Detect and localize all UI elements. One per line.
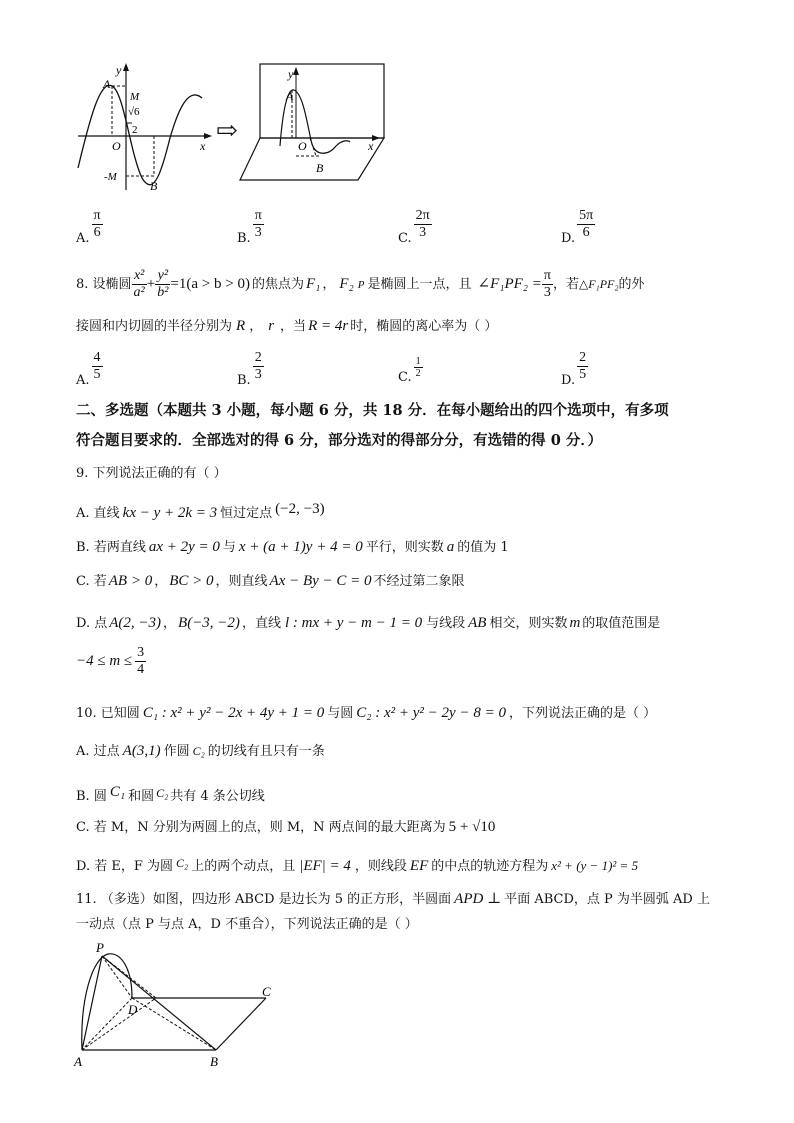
q9-option-c[interactable]: C. 若 AB > 0 ， BC > 0 ，则直线 Ax − By − C = 0 不经过第二象限	[76, 573, 465, 589]
option-fraction: $\frac{\pi}{6}$	[93, 208, 101, 240]
option-fraction: $\frac{2}{5}$	[579, 350, 587, 382]
option-fraction: $\frac{1}{2}$	[415, 356, 421, 379]
option-fraction: $\frac{2}{3}$	[254, 350, 262, 382]
q8-option-c[interactable]	[398, 356, 423, 385]
graph-label-two: 2	[132, 124, 138, 136]
pyramid-label-p: P	[96, 940, 104, 955]
option-letter: B.	[237, 231, 251, 246]
q11-line-1: 11. （多选）如图，四边形 ABCD 是边长为 5 的正方形，半圆面 APD ⊥ 平面 ABCD，点 P 为半圆弧 AD 上	[76, 891, 710, 907]
q9-option-d-range: −4 ≤ m ≤ $\frac{3}{4}$	[76, 645, 145, 677]
q7-option-b[interactable]	[237, 208, 264, 246]
pyramid-label-a: A	[74, 1054, 82, 1069]
q10-option-b[interactable]: B. 圆 C₁ 和圆 C₂ 共有 4 条公切线	[76, 784, 265, 804]
graph-label-x: x	[200, 139, 206, 153]
graph-label-m: M	[130, 91, 140, 103]
fold-label-x: x	[368, 139, 374, 153]
section2-header-line1: 二、多选题（本题共 3 小题，每小题 6 分，共 18 分．在每小题给出的四个选项中，有多项	[76, 402, 669, 419]
graph-label-neg-m: -M	[104, 171, 117, 183]
q10-stem: 10. 已知圆 C₁ : x² + y² − 2x + 4y + 1 = 0 与圆 C₂ : x² + y² − 2y − 8 = 0 ，下列说法正确的是（ ）	[76, 705, 657, 721]
q9-stem: 9. 下列说法正确的有（ ）	[76, 466, 227, 481]
folded-graph-figure	[238, 60, 398, 190]
option-letter: C.	[398, 370, 412, 385]
pyramid-figure	[70, 940, 285, 1075]
graph-label-sqrt6: √6	[128, 106, 140, 118]
graph-label-o: O	[112, 139, 121, 153]
section2-header-line2: 符合题目要求的．全部选对的得 6 分，部分选对的得部分分，有选错的得 0 分．）	[76, 432, 603, 449]
q7-option-c[interactable]	[398, 208, 432, 246]
option-fraction: $\frac{5\pi}{6}$	[579, 208, 594, 240]
q8-option-b[interactable]	[237, 350, 264, 388]
fold-label-a: A	[286, 89, 294, 103]
option-letter: D.	[561, 231, 576, 246]
q7-option-a[interactable]	[76, 208, 103, 246]
pyramid-label-b: B	[210, 1054, 218, 1069]
q10-option-d[interactable]: D. 若 E，F 为圆 C₂ 上的两个动点，且 |EF| = 4 ，则线段 EF 的中点的轨迹方程为 x² + (y − 1)² = 5	[76, 856, 639, 874]
graph-label-a: A	[103, 77, 111, 91]
option-fraction: $\frac{\pi}{3}$	[254, 208, 262, 240]
fold-label-y: y	[288, 67, 294, 81]
option-fraction: $\frac{4}{5}$	[93, 350, 101, 382]
q10-option-c[interactable]: C. 若 M，N 分别为两圆上的点，则 M，N 两点间的最大距离为 5 + √10	[76, 819, 496, 835]
q8-line-1: 8. 设椭圆 $\frac{\text{x²}}{\text{a²}}$ + $\frac{\text{y²}}{\text{b²}}$ =1(a > b > 0) 的焦点为 F₁ ， F₂ P 是椭圆上一点，且 ∠F₁PF₂ = $\frac{\pi}{3}$ ，若△F₁PF₂的外	[76, 268, 645, 300]
graph-label-b: B	[150, 179, 158, 193]
fold-label-o: O	[298, 139, 307, 153]
q9-option-a[interactable]: A. 直线 kx − y + 2k = 3 恒过定点 (−2, −3)	[76, 501, 325, 521]
option-letter: A.	[76, 231, 90, 246]
q8-option-d[interactable]	[561, 350, 588, 388]
option-letter: A.	[76, 373, 90, 388]
option-letter: D.	[561, 373, 576, 388]
option-letter: B.	[237, 373, 251, 388]
pyramid-label-c: C	[262, 984, 271, 999]
q9-option-d[interactable]: D. 点 A(2, −3) ， B(−3, −2) ，直线 l : mx + y − m − 1 = 0 与线段 AB 相交，则实数 m 的取值范围是	[76, 615, 661, 631]
q9-option-b[interactable]: B. 若两直线 ax + 2y = 0 与 x + (a + 1)y + 4 = 0 平行，则实数 a 的值为 1	[76, 539, 509, 555]
q8-option-a[interactable]	[76, 350, 103, 388]
pyramid-label-d: D	[128, 1002, 138, 1017]
option-letter: C.	[398, 231, 412, 246]
fold-label-b: B	[316, 161, 324, 175]
q11-line-2: 一动点（点 P 与点 A，D 不重合），下列说法正确的是（ ）	[76, 917, 418, 932]
fold-arrow: ⇨	[216, 116, 238, 146]
q8-line-2: 接圆和内切圆的半径分别为 R ， r ，当 R = 4r 时，椭圆的离心率为（ ）	[76, 318, 498, 334]
q7-option-d[interactable]	[561, 208, 595, 246]
sine-graph-figure	[70, 58, 220, 198]
graph-label-y: y	[116, 63, 122, 77]
q10-option-a[interactable]: A. 过点 A(3,1) 作圆 C₂ 的切线有且只有一条	[76, 743, 325, 759]
option-fraction: $\frac{2\pi}{3}$	[415, 208, 430, 240]
